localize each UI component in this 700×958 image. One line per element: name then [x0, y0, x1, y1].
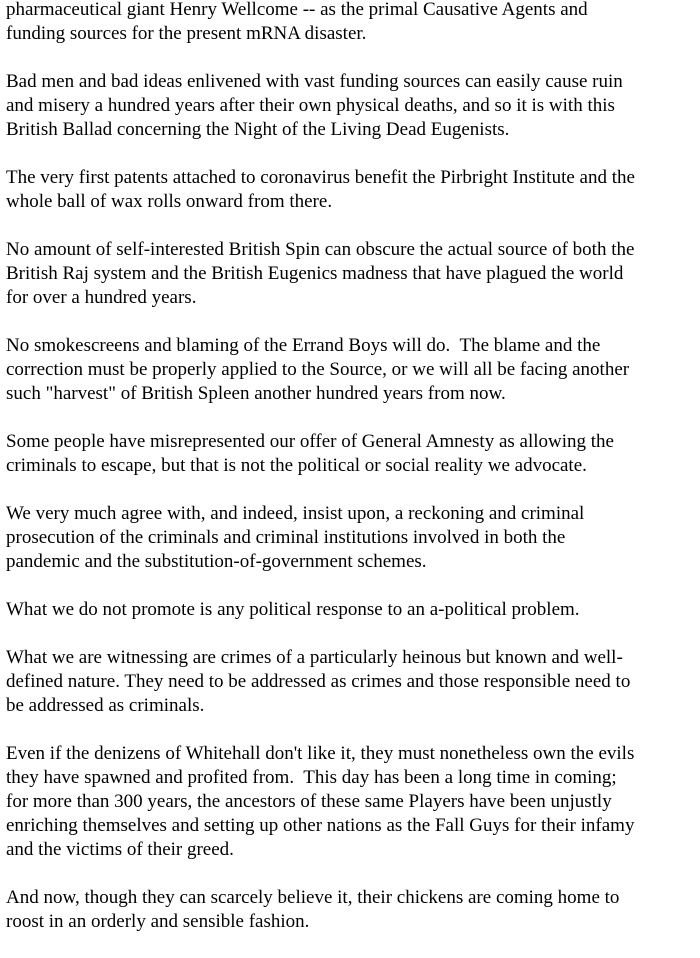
paragraph-10 [6, 742, 696, 862]
text-line: British Ballad concerning the Night of the Living Dead Eugenists. [6, 119, 510, 140]
text-line: pandemic and the substitution-of-government schemes. [6, 551, 427, 572]
paragraph-1 [6, 0, 696, 46]
paragraph-9 [6, 646, 696, 718]
text-line: criminals to escape, but that is not the political or social reality we advocate. [6, 455, 587, 476]
text-line: prosecution of the criminals and criminal institutions involved in both the [6, 527, 566, 548]
paragraph-5 [6, 334, 696, 406]
text-line: The very first patents attached to coronavirus benefit the Pirbright Institute and the [6, 167, 635, 188]
text-line: they have spawned and profited from. This day has been a long time in coming; [6, 767, 617, 788]
paragraph-6 [6, 430, 696, 478]
text-line: whole ball of wax rolls onward from there. [6, 191, 333, 212]
text-line: and the victims of their greed. [6, 839, 234, 860]
text-line: We very much agree with, and indeed, insist upon, a reckoning and criminal [6, 503, 585, 524]
text-line: What we do not promote is any political response to an a-political problem. [6, 599, 580, 620]
text-line: for more than 300 years, the ancestors of these same Players have been unjustly [6, 791, 612, 812]
paragraph-8 [6, 598, 696, 622]
paragraph-4 [6, 238, 696, 310]
text-line: British Raj system and the British Eugenics madness that have plagued the world [6, 263, 624, 284]
text-line: No smokescreens and blaming of the Errand Boys will do. The blame and the [6, 335, 601, 356]
text-line: Some people have misrepresented our offer of General Amnesty as allowing the [6, 431, 614, 452]
paragraph-3 [6, 166, 696, 214]
text-line: enriching themselves and setting up other nations as the Fall Guys for their infamy [6, 815, 635, 836]
text-line: pharmaceutical giant Henry Wellcome -- as the primal Causative Agents and [6, 0, 588, 20]
text-line: for over a hundred years. [6, 287, 197, 308]
paragraph-11 [6, 886, 696, 934]
text-line: What we are witnessing are crimes of a particularly heinous but known and well- [6, 647, 623, 668]
text-line: Even if the denizens of Whitehall don't like it, they must nonetheless own the evils [6, 743, 635, 764]
paragraph-2 [6, 70, 696, 142]
text-line: And now, though they can scarcely believe it, their chickens are coming home to [6, 887, 620, 908]
text-line: funding sources for the present mRNA disaster. [6, 23, 367, 44]
paragraph-7 [6, 502, 696, 574]
text-line: roost in an orderly and sensible fashion. [6, 911, 310, 932]
text-line: Bad men and bad ideas enlivened with vast funding sources can easily cause ruin [6, 71, 623, 92]
text-line: such "harvest" of British Spleen another hundred years from now. [6, 383, 506, 404]
text-line: correction must be properly applied to the Source, or we will all be facing another [6, 359, 630, 380]
text-line: be addressed as criminals. [6, 695, 205, 716]
text-line: and misery a hundred years after their own physical deaths, and so it is with this [6, 95, 615, 116]
document-body [6, 0, 696, 958]
text-line: defined nature. They need to be addressed as crimes and those responsible need to [6, 671, 631, 692]
text-line: No amount of self-interested British Spin can obscure the actual source of both the [6, 239, 635, 260]
